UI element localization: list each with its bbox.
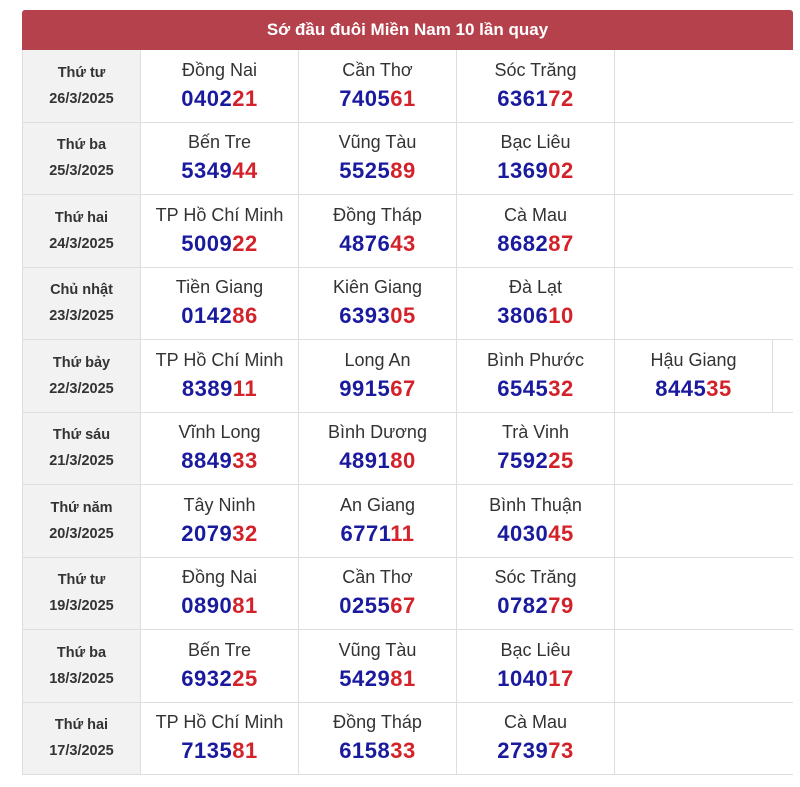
table-title: Sớ đầu đuôi Miền Nam 10 lần quay <box>22 10 793 50</box>
results-table <box>22 10 793 775</box>
head-digits: 5525 <box>339 158 391 184</box>
head-digits: 8389 <box>181 375 233 401</box>
date-cell <box>23 413 141 485</box>
head-digits: 6158 <box>339 738 391 764</box>
tail-digits: 89 <box>390 158 416 184</box>
result-cell <box>457 485 615 557</box>
date-cell <box>23 195 141 267</box>
tail-digits: 02 <box>548 158 574 184</box>
date-cell <box>23 630 141 702</box>
head-digits: 6545 <box>497 375 549 401</box>
result-cell <box>299 558 457 630</box>
tail-digits: 73 <box>548 738 574 764</box>
date-cell <box>23 558 141 630</box>
result-number <box>339 590 415 622</box>
tail-digits: 45 <box>548 520 574 546</box>
result-cell <box>457 340 615 412</box>
tail-digits: 80 <box>390 448 416 474</box>
province-name: Trà Vinh <box>501 422 570 443</box>
table-row <box>23 340 793 413</box>
head-digits: 7405 <box>339 85 391 111</box>
province-name: Đồng Tháp <box>333 712 422 733</box>
draw-date: 24/3/2025 <box>49 235 114 252</box>
head-digits: 5349 <box>181 158 233 184</box>
province-name: Bình Phước <box>487 349 584 370</box>
result-cell <box>141 195 299 267</box>
tail-digits: 61 <box>390 85 416 111</box>
tail-digits: 32 <box>548 375 574 401</box>
tail-digits: 05 <box>390 303 416 329</box>
tail-digits: 86 <box>232 303 258 329</box>
head-digits: 8445 <box>655 375 707 401</box>
province-name: TP Hồ Chí Minh <box>155 349 284 370</box>
result-number <box>339 735 415 767</box>
result-cell <box>615 340 773 412</box>
table-row <box>23 630 793 703</box>
results-grid <box>22 50 793 775</box>
result-cell <box>457 123 615 195</box>
weekday-label: Thứ hai <box>54 209 109 226</box>
result-cell <box>141 123 299 195</box>
draw-date: 19/3/2025 <box>49 598 114 615</box>
head-digits: 5429 <box>339 665 391 691</box>
result-cell <box>141 703 299 775</box>
tail-digits: 72 <box>548 85 574 111</box>
province-name: TP Hồ Chí Minh <box>155 712 284 733</box>
result-cell <box>457 268 615 340</box>
province-name: Vũng Tàu <box>338 639 417 660</box>
province-name: Bình Dương <box>328 422 427 443</box>
head-digits: 0255 <box>339 593 391 619</box>
date-cell <box>23 485 141 557</box>
weekday-label: Thứ năm <box>50 499 113 516</box>
table-row <box>23 703 793 776</box>
result-number <box>339 445 415 477</box>
tail-digits: 81 <box>390 665 416 691</box>
head-digits: 0782 <box>497 593 549 619</box>
result-number <box>181 663 257 695</box>
result-cell <box>457 195 615 267</box>
weekday-label: Thứ hai <box>54 717 109 734</box>
draw-date: 22/3/2025 <box>49 380 114 397</box>
province-name: Long An <box>344 349 411 370</box>
result-number <box>181 228 257 260</box>
head-digits: 9915 <box>339 375 391 401</box>
result-cell <box>299 630 457 702</box>
head-digits: 3806 <box>497 303 549 329</box>
weekday-label: Thứ tư <box>57 572 106 589</box>
head-digits: 7135 <box>181 738 233 764</box>
result-number <box>497 735 573 767</box>
weekday-label: Chủ nhật <box>50 282 113 299</box>
result-cell <box>141 630 299 702</box>
head-digits: 6771 <box>340 520 391 546</box>
draw-date: 20/3/2025 <box>49 525 114 542</box>
province-name: Cà Mau <box>503 204 568 225</box>
tail-digits: 67 <box>390 593 416 619</box>
province-name: Vĩnh Long <box>178 422 261 443</box>
head-digits: 8849 <box>181 448 233 474</box>
result-number <box>339 373 415 405</box>
result-cell <box>141 50 299 122</box>
head-digits: 1369 <box>497 158 549 184</box>
tail-digits: 17 <box>548 665 574 691</box>
weekday-label: Thứ ba <box>56 644 107 661</box>
result-number <box>497 155 573 187</box>
table-row <box>23 413 793 486</box>
head-digits: 4030 <box>497 520 549 546</box>
result-cell <box>299 703 457 775</box>
head-digits: 5009 <box>181 230 233 256</box>
table-row <box>23 195 793 268</box>
head-digits: 1040 <box>497 665 549 691</box>
result-number <box>181 300 257 332</box>
province-name: Vũng Tàu <box>338 132 417 153</box>
result-number <box>497 663 573 695</box>
province-name: Đồng Nai <box>181 567 258 588</box>
result-number <box>497 300 573 332</box>
tail-digits: 33 <box>390 738 416 764</box>
table-row <box>23 123 793 196</box>
province-name: Cần Thơ <box>342 59 413 80</box>
tail-digits: 32 <box>232 520 258 546</box>
tail-digits: 25 <box>548 448 574 474</box>
result-cell <box>299 340 457 412</box>
result-cell <box>299 123 457 195</box>
result-cell <box>141 485 299 557</box>
result-cell <box>457 558 615 630</box>
weekday-label: Thứ bảy <box>52 354 111 371</box>
date-cell <box>23 703 141 775</box>
result-number <box>339 155 415 187</box>
province-name: Bến Tre <box>187 639 252 660</box>
result-cell <box>299 413 457 485</box>
province-name: TP Hồ Chí Minh <box>155 204 284 225</box>
result-cell <box>141 558 299 630</box>
result-cell <box>141 340 299 412</box>
result-number <box>181 590 257 622</box>
weekday-label: Thứ tư <box>57 64 106 81</box>
tail-digits: 81 <box>232 738 258 764</box>
table-row <box>23 50 793 123</box>
province-name: Tiền Giang <box>175 277 264 298</box>
province-name: Cà Mau <box>503 712 568 733</box>
province-name: Bình Thuận <box>489 494 582 515</box>
head-digits: 4876 <box>339 230 391 256</box>
tail-digits: 43 <box>390 230 416 256</box>
date-cell <box>23 268 141 340</box>
result-number <box>497 373 573 405</box>
tail-digits: 10 <box>548 303 574 329</box>
tail-digits: 67 <box>390 375 416 401</box>
result-cell <box>457 703 615 775</box>
draw-date: 17/3/2025 <box>49 743 114 760</box>
result-cell <box>141 413 299 485</box>
result-number <box>181 445 257 477</box>
table-row <box>23 268 793 341</box>
result-number <box>181 735 257 767</box>
province-name: Sóc Trăng <box>494 567 577 588</box>
result-number <box>497 590 573 622</box>
result-number <box>341 518 415 550</box>
result-number <box>339 83 415 115</box>
draw-date: 23/3/2025 <box>49 308 114 325</box>
tail-digits: 11 <box>232 375 258 401</box>
province-name: Đà Lạt <box>508 277 563 298</box>
draw-date: 18/3/2025 <box>49 670 114 687</box>
tail-digits: 44 <box>232 158 258 184</box>
result-cell <box>299 485 457 557</box>
head-digits: 6393 <box>339 303 391 329</box>
head-digits: 4891 <box>339 448 391 474</box>
result-number <box>181 518 257 550</box>
head-digits: 0402 <box>181 85 233 111</box>
province-name: Cần Thơ <box>342 567 413 588</box>
tail-digits: 79 <box>548 593 574 619</box>
tail-digits: 22 <box>232 230 258 256</box>
result-cell <box>299 268 457 340</box>
province-name: Tây Ninh <box>183 494 256 515</box>
province-name: An Giang <box>339 494 416 515</box>
tail-digits: 33 <box>232 448 258 474</box>
head-digits: 8682 <box>497 230 549 256</box>
result-number <box>497 445 573 477</box>
draw-date: 26/3/2025 <box>49 90 114 107</box>
result-cell <box>299 50 457 122</box>
result-cell <box>457 50 615 122</box>
province-name: Đồng Nai <box>181 59 258 80</box>
result-cell <box>457 413 615 485</box>
province-name: Bến Tre <box>187 132 252 153</box>
head-digits: 7592 <box>497 448 549 474</box>
table-row <box>23 558 793 631</box>
tail-digits: 81 <box>232 593 258 619</box>
head-digits: 6361 <box>497 85 549 111</box>
result-number <box>339 228 415 260</box>
head-digits: 2079 <box>181 520 233 546</box>
draw-date: 25/3/2025 <box>49 163 114 180</box>
head-digits: 2739 <box>497 738 549 764</box>
head-digits: 6932 <box>181 665 233 691</box>
tail-digits: 11 <box>390 520 415 546</box>
date-cell <box>23 123 141 195</box>
result-number <box>339 300 415 332</box>
result-number <box>181 155 257 187</box>
tail-digits: 21 <box>232 85 258 111</box>
province-name: Hậu Giang <box>650 349 737 370</box>
draw-date: 21/3/2025 <box>49 453 114 470</box>
province-name: Bạc Liêu <box>500 132 571 153</box>
date-cell <box>23 50 141 122</box>
result-cell <box>141 268 299 340</box>
tail-digits: 25 <box>232 665 258 691</box>
weekday-label: Thứ sáu <box>52 427 111 444</box>
tail-digits: 35 <box>706 375 732 401</box>
result-number <box>182 373 257 405</box>
head-digits: 0142 <box>181 303 233 329</box>
result-number <box>339 663 415 695</box>
result-number <box>655 373 731 405</box>
weekday-label: Thứ ba <box>56 137 107 154</box>
province-name: Kiên Giang <box>332 277 423 298</box>
province-name: Bạc Liêu <box>500 639 571 660</box>
date-cell <box>23 340 141 412</box>
result-number <box>497 518 573 550</box>
result-number <box>497 83 573 115</box>
tail-digits: 87 <box>548 230 574 256</box>
result-cell <box>299 195 457 267</box>
result-cell <box>457 630 615 702</box>
table-row <box>23 485 793 558</box>
result-number <box>497 228 573 260</box>
province-name: Sóc Trăng <box>494 59 577 80</box>
head-digits: 0890 <box>181 593 233 619</box>
result-number <box>181 83 257 115</box>
province-name: Đồng Tháp <box>333 204 422 225</box>
